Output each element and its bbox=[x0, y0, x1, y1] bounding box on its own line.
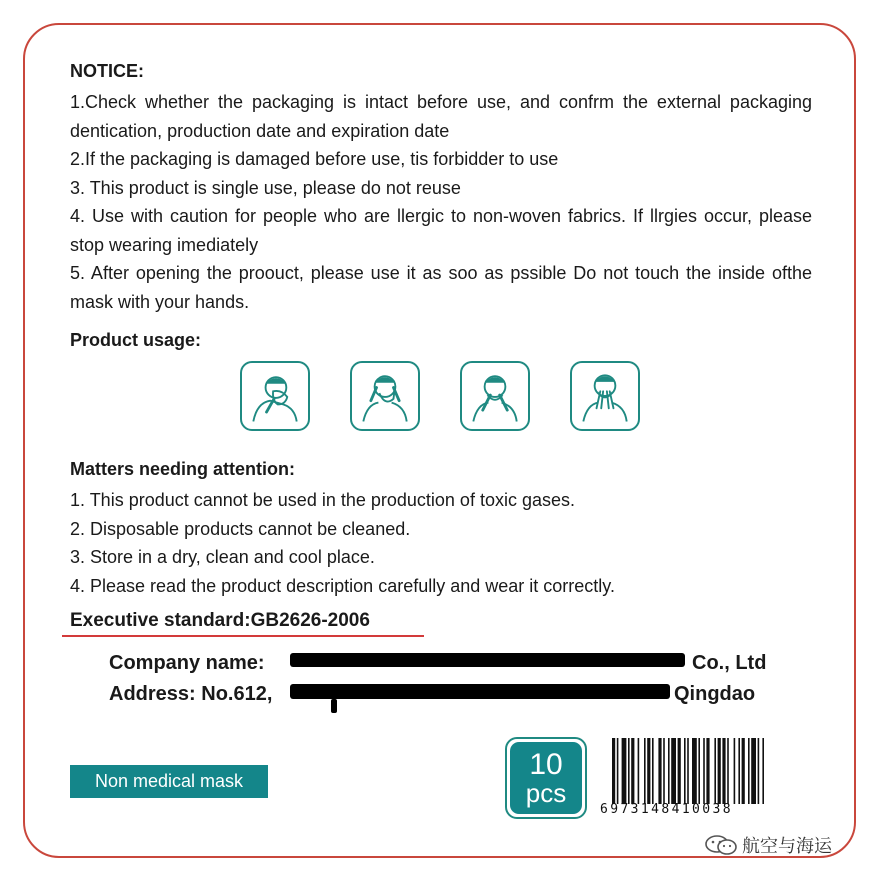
watermark-text: 航空与海运 bbox=[742, 836, 832, 856]
usage-icons bbox=[240, 361, 641, 433]
barcode-bar bbox=[751, 738, 756, 804]
barcode-bar bbox=[762, 738, 764, 804]
notice-item: 4. Use with caution for people who are llergic to non-woven fabrics. If llrgies occur, please stop wearing imediately bbox=[70, 206, 812, 255]
barcode-bar bbox=[698, 738, 700, 804]
notice-title: NOTICE: bbox=[70, 61, 144, 81]
chat-bubble-icon bbox=[704, 834, 738, 856]
non-medical-badge: Non medical mask bbox=[70, 765, 268, 798]
barcode-bar bbox=[638, 738, 640, 804]
barcode-bar bbox=[718, 738, 721, 804]
barcode-bar bbox=[644, 738, 646, 804]
notice-item: 3. This product is single use, please do not reuse bbox=[70, 177, 461, 198]
barcode-bar bbox=[722, 738, 725, 804]
barcode-bar bbox=[714, 738, 716, 804]
barcode-bar bbox=[706, 738, 709, 804]
matters-item: 1. This product cannot be used in the production of toxic gases. bbox=[70, 490, 575, 510]
barcode-bar bbox=[684, 738, 686, 804]
mask-step-2-icon bbox=[350, 361, 420, 431]
barcode-bar bbox=[687, 738, 689, 804]
barcode-bar bbox=[742, 738, 745, 804]
company-name-label: Company name: bbox=[109, 652, 265, 674]
barcode-bar bbox=[631, 738, 634, 804]
barcode-icon bbox=[612, 738, 816, 804]
barcode-bar bbox=[748, 738, 750, 804]
notice-item: 1.Check whether the packaging is intact before use, and confrm the external packaging dentication, production date and expiration date bbox=[70, 92, 812, 141]
matters-item: 4. Please read the product description carefully and wear it correctly. bbox=[70, 575, 615, 596]
barcode-bar bbox=[668, 738, 670, 804]
barcode-bar bbox=[734, 738, 736, 804]
barcode-bar bbox=[692, 738, 697, 804]
notice-list bbox=[70, 88, 812, 316]
usage-title: Product usage: bbox=[70, 330, 202, 350]
barcode-bar bbox=[758, 738, 760, 804]
redaction-mark bbox=[331, 699, 337, 713]
barcode-number: 6973148410038 bbox=[600, 802, 733, 817]
barcode-bar bbox=[671, 738, 676, 804]
notice-item: 2.If the packaging is damaged before use, tis forbidder to use bbox=[70, 149, 559, 169]
redaction-bar bbox=[290, 653, 685, 667]
matters-item: 3. Store in a dry, clean and cool place. bbox=[70, 547, 375, 567]
matters-item: 2. Disposable products cannot be cleaned. bbox=[70, 518, 411, 539]
barcode-bar bbox=[628, 738, 630, 804]
mask-step-4-icon bbox=[570, 361, 640, 431]
redaction-bar bbox=[290, 684, 670, 699]
quantity-inner bbox=[510, 742, 582, 814]
notice-item: 5. After opening the proouct, please use it as soo as pssible Do not touch the inside ofthe mask with your hands. bbox=[70, 263, 812, 312]
barcode-bar bbox=[703, 738, 705, 804]
matters-title: Matters needing attention: bbox=[70, 459, 296, 479]
barcode-bar bbox=[652, 738, 654, 804]
barcode-bar bbox=[622, 738, 627, 804]
barcode-bar bbox=[663, 738, 665, 804]
company-address-label: Address: No.612, bbox=[109, 683, 273, 705]
executive-standard-underline bbox=[62, 635, 424, 637]
watermark bbox=[704, 832, 832, 858]
mask-step-3-icon bbox=[460, 361, 530, 431]
quantity-unit: pcs bbox=[525, 778, 567, 808]
quantity-number: 10 bbox=[529, 748, 563, 781]
company-address-suffix: Qingdao bbox=[674, 683, 756, 705]
barcode-bar bbox=[738, 738, 740, 804]
barcode-bar bbox=[612, 738, 615, 804]
barcode-bar bbox=[647, 738, 650, 804]
mask-step-1-icon bbox=[240, 361, 310, 431]
executive-standard: Executive standard:GB2626-2006 bbox=[70, 610, 370, 631]
barcode-bar bbox=[727, 738, 729, 804]
barcode-bar bbox=[658, 738, 661, 804]
matters-list bbox=[70, 486, 812, 600]
quantity-box bbox=[505, 737, 587, 819]
barcode-bar bbox=[678, 738, 681, 804]
barcode-bar bbox=[617, 738, 619, 804]
company-name-suffix: Co., Ltd bbox=[692, 652, 767, 674]
